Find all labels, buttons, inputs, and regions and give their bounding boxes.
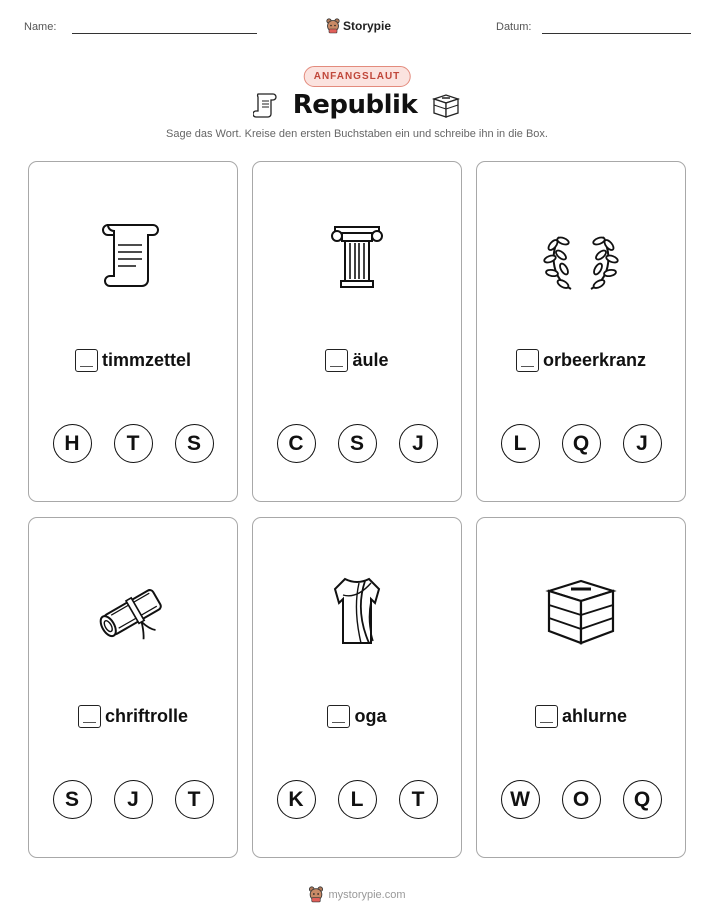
card-image [253, 573, 461, 663]
letter-option[interactable]: K [277, 780, 316, 819]
answer-box[interactable] [327, 705, 350, 728]
word-card [28, 517, 238, 858]
footer [0, 886, 714, 903]
bear-logo-icon [326, 18, 340, 34]
card-image [477, 573, 685, 663]
scroll-icon [253, 91, 279, 119]
answer-box[interactable] [78, 705, 101, 728]
ballot-paper-scroll-icon [98, 217, 168, 297]
word-stem: orbeerkranz [542, 350, 647, 370]
title-row [0, 90, 714, 120]
date-line[interactable] [542, 33, 691, 34]
card-image [253, 217, 461, 307]
name-label: Name: [24, 21, 57, 33]
letter-options [253, 424, 461, 463]
ballot-box-icon [431, 91, 461, 119]
word-row [477, 349, 685, 372]
letter-option[interactable]: Q [562, 424, 601, 463]
answer-box[interactable] [325, 349, 348, 372]
word-stem: timmzettel [101, 350, 191, 370]
letter-option[interactable]: S [175, 424, 214, 463]
word-card [476, 517, 686, 858]
card-image [477, 217, 685, 307]
card-image [29, 573, 237, 663]
word-row [29, 705, 237, 728]
letter-option[interactable]: H [53, 424, 92, 463]
letter-options [477, 780, 685, 819]
letter-option[interactable]: T [114, 424, 153, 463]
toga-icon [327, 573, 387, 653]
word-row [29, 349, 237, 372]
letter-option[interactable]: S [338, 424, 377, 463]
letter-option[interactable]: W [501, 780, 540, 819]
word-row [253, 349, 461, 372]
answer-box[interactable] [535, 705, 558, 728]
letter-option[interactable]: L [338, 780, 377, 819]
date-label: Datum: [496, 21, 532, 33]
category-badge: ANFANGSLAUT [304, 66, 411, 87]
logo-text: Storypie [343, 19, 392, 33]
word-stem: äule [352, 350, 389, 370]
column-pillar-icon [327, 217, 387, 297]
letter-options [477, 424, 685, 463]
letter-option[interactable]: J [623, 424, 662, 463]
letter-option[interactable]: J [399, 424, 438, 463]
header [0, 18, 714, 40]
word-stem: chriftrolle [104, 706, 188, 726]
card-image [29, 217, 237, 307]
letter-option[interactable]: O [562, 780, 601, 819]
word-row [253, 705, 461, 728]
letter-option[interactable]: S [53, 780, 92, 819]
bear-logo-icon [308, 886, 324, 903]
logo [326, 18, 391, 34]
letter-option[interactable]: T [175, 780, 214, 819]
word-stem: ahlurne [561, 706, 627, 726]
letter-option[interactable]: T [399, 780, 438, 819]
letter-option[interactable]: C [277, 424, 316, 463]
tied-scroll-icon [93, 573, 173, 653]
word-row [477, 705, 685, 728]
letter-options [29, 780, 237, 819]
letter-options [29, 424, 237, 463]
page-title: Republik [292, 90, 418, 120]
answer-box[interactable] [75, 349, 98, 372]
laurel-wreath-icon [541, 217, 621, 297]
word-card [252, 161, 462, 502]
instructions: Sage das Wort. Kreise den ersten Buchstaben ein und schreibe ihn in die Box. [166, 128, 548, 140]
word-card [28, 161, 238, 502]
ballot-box-icon [541, 573, 621, 653]
word-stem: oga [354, 706, 387, 726]
letter-option[interactable]: Q [623, 780, 662, 819]
letter-option[interactable]: L [501, 424, 540, 463]
letter-options [253, 780, 461, 819]
footer-url[interactable]: mystorypie.com [328, 888, 406, 901]
name-line[interactable] [72, 33, 257, 34]
word-card [476, 161, 686, 502]
answer-box[interactable] [516, 349, 539, 372]
word-card [252, 517, 462, 858]
letter-option[interactable]: J [114, 780, 153, 819]
